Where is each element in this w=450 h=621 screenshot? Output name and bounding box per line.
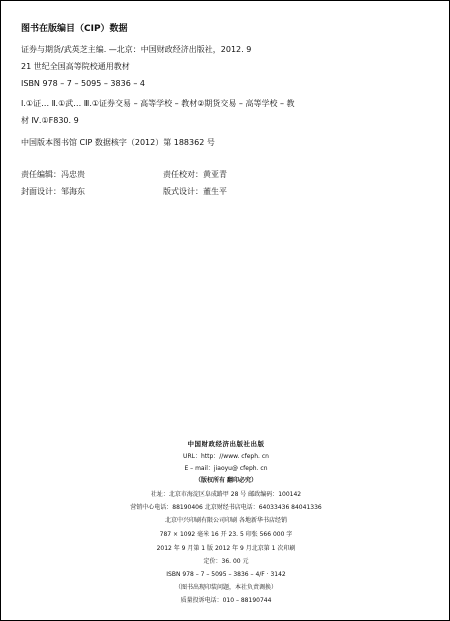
cip-classification-line-2: 材 Ⅳ.①F830. 9: [21, 116, 79, 125]
cip-classification-line-1: Ⅰ.①证… Ⅱ.①武… Ⅲ.①证券交易 – 高等学校 – 教材②期货交易 – 高等学校 – 教: [21, 99, 295, 108]
credit-layout-design: [163, 188, 227, 196]
credit-label: 责任编辑：: [21, 170, 61, 179]
rights-notice: （版权所有 翻印必究）: [194, 477, 258, 484]
format-info: 787 × 1092 毫米 16 开 23. 5 印张 566 000 字: [159, 531, 293, 538]
credit-value: 黄亚青: [203, 170, 227, 179]
credit-label: 封面设计：: [21, 187, 61, 196]
cip-series-line: 21 世纪全国高等院校通用教材: [21, 62, 130, 71]
isbn-full: ISBN 978 – 7 – 5095 – 3836 – 4/F · 3142: [166, 571, 286, 578]
credit-proofreader: [163, 171, 227, 179]
credit-label: 版式设计：: [163, 187, 203, 196]
publisher-phones: 营销中心电话：88190406 北京财经书店电话：64033436 84041336: [130, 504, 322, 511]
cip-heading: 图书在版编目（CIP）数据: [21, 24, 128, 34]
edition-info: 2012 年 9 月第 1 版 2012 年 9 月北京第 1 次印刷: [156, 545, 296, 552]
credit-value: 冯忠贵: [61, 170, 85, 179]
credit-editor: [21, 171, 85, 179]
print-defect-notice: （图书出现印装问题，本社负责调换）: [174, 584, 277, 591]
complaint-phone: 质量投诉电话：010 – 88190744: [180, 597, 272, 604]
price: 定价：36. 00 元: [203, 558, 249, 565]
cip-isbn-line: ISBN 978 – 7 – 5095 – 3836 – 4: [21, 79, 145, 88]
printer-info: 北京中兴印刷有限公司印刷 各地新华书店经销: [165, 517, 287, 524]
publisher-email: E – mail：jiaoyu@ cfeph. cn: [184, 465, 268, 472]
publisher-url: URL：http：//www. cfeph. cn: [183, 453, 269, 460]
credit-value: 邹海东: [61, 187, 85, 196]
credit-label: 责任校对：: [163, 170, 203, 179]
publisher-address: 社址：北京市海淀区阜成路甲 28 号 邮政编码：100142: [150, 491, 302, 498]
credit-cover-design: [21, 188, 85, 196]
cip-approval-number: 中国版本图书馆 CIP 数据核字（2012）第 188362 号: [21, 138, 215, 147]
credit-value: 董生平: [203, 187, 227, 196]
cip-title-line: 证券与期货/武英芝主编. —北京：中国财政经济出版社，2012. 9: [21, 45, 252, 54]
publisher-name: 中国财政经济出版社出版: [187, 440, 265, 448]
